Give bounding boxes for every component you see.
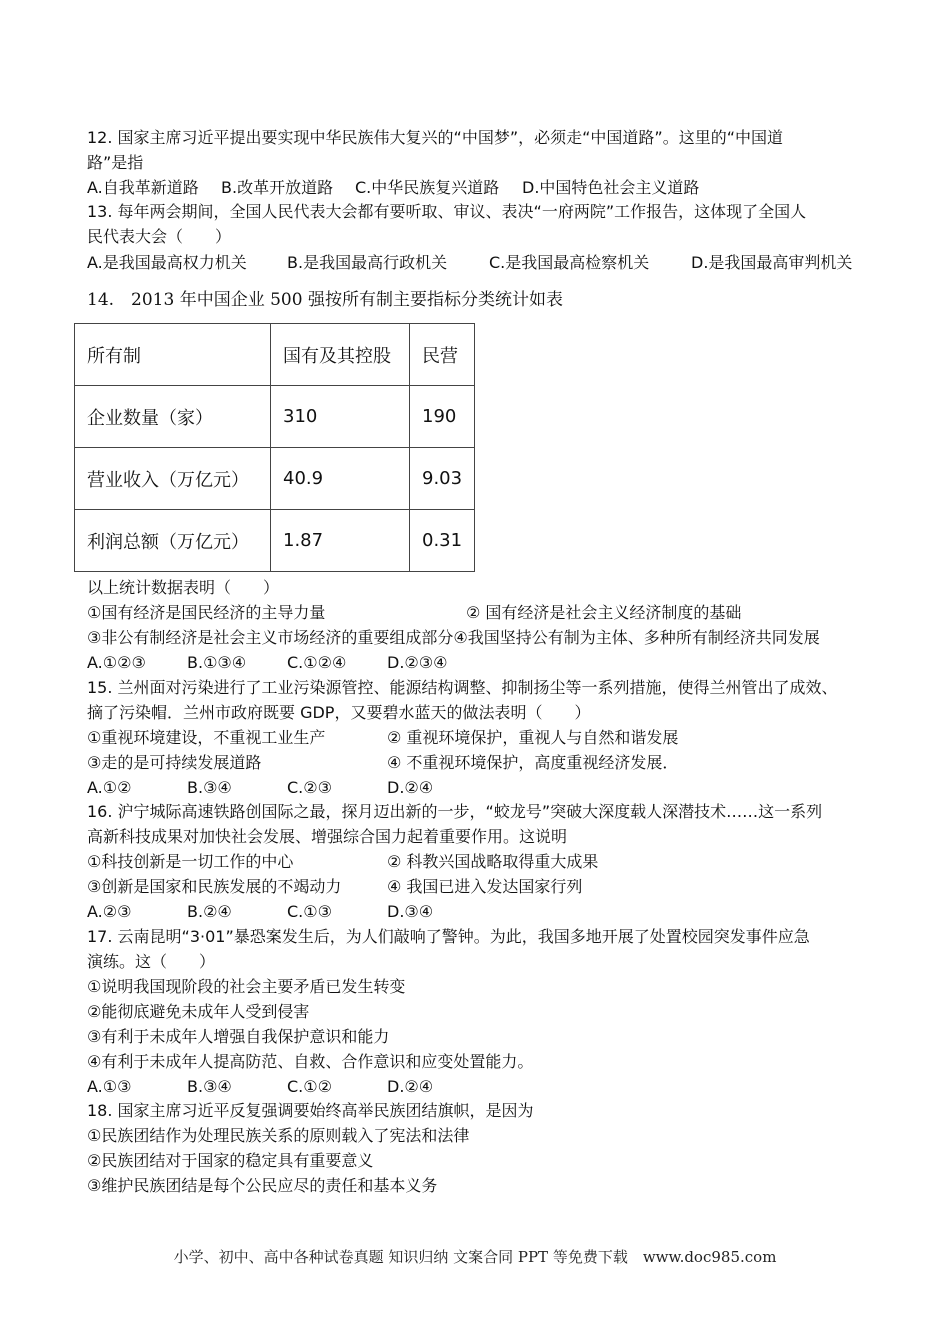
q14-option-b: B.①③④ xyxy=(187,653,247,672)
q13-option-b: B.是我国最高行政机关 xyxy=(287,253,448,272)
q18-stem: 18. 国家主席习近平反复强调要始终高举民族团结旗帜，是因为 xyxy=(87,1101,534,1120)
q17-option-a: A.①③ xyxy=(87,1077,132,1096)
q12-stem-line1: 12. 国家主席习近平提出要实现中华民族伟大复兴的“中国梦”，必须走“中国道路”。这里的“中国道 xyxy=(87,128,783,147)
q14-option-c: C.①②④ xyxy=(287,653,347,672)
table-cell: 营业收入（万亿元） xyxy=(75,448,271,510)
q18-statement-3: ③维护民族团结是每个公民应尽的责任和基本义务 xyxy=(87,1176,438,1195)
q12-option-d: D.中国特色社会主义道路 xyxy=(522,178,700,197)
q13-option-d: D.是我国最高审判机关 xyxy=(691,253,853,272)
ownership-stats-table xyxy=(74,323,475,572)
table-header-cell: 国有及其控股 xyxy=(271,324,410,386)
q12-stem-line2: 路”是指 xyxy=(87,153,144,172)
q16-option-c: C.①③ xyxy=(287,902,332,921)
table-cell: 190 xyxy=(410,386,475,448)
q13-stem-line1: 13. 每年两会期间，全国人民代表大会都有要听取、审议、表决“一府两院”工作报告，这体现了全国人 xyxy=(87,202,807,221)
q14-stem: 以上统计数据表明（ ） xyxy=(87,578,280,597)
q16-stem-line2: 高新科技成果对加快社会发展、增强综合国力起着重要作用。这说明 xyxy=(87,827,568,846)
q15-option-b: B.③④ xyxy=(187,778,232,797)
q14-statement-3-4: ③非公有制经济是社会主义市场经济的重要组成部分④我国坚持公有制为主体、多种所有制经济共同发展 xyxy=(87,628,820,647)
q12-option-a: A.自我革新道路 xyxy=(87,178,199,197)
q14-statement-1: ①国有经济是国民经济的主导力量 xyxy=(87,603,326,622)
q13-stem-line2: 民代表大会（ ） xyxy=(87,227,232,246)
q15-statement-4: ④ 不重视环境保护，高度重视经济发展． xyxy=(387,753,679,772)
table-header-row xyxy=(75,324,475,386)
q15-stem-line1: 15. 兰州面对污染进行了工业污染源管控、能源结构调整、抑制扬尘等一系列措施，使得兰州管出了成效、 xyxy=(87,678,838,697)
q17-stem-line2: 演练。这（ ） xyxy=(87,952,216,971)
q12-option-b: B.改革开放道路 xyxy=(221,178,334,197)
q17-statement-3: ③有利于未成年人增强自我保护意识和能力 xyxy=(87,1027,390,1046)
q13-option-c: C.是我国最高检察机关 xyxy=(489,253,650,272)
table-cell: 40.9 xyxy=(271,448,410,510)
q17-option-c: C.①② xyxy=(287,1077,332,1096)
q15-option-d: D.②④ xyxy=(387,778,434,797)
q12-option-c: C.中华民族复兴道路 xyxy=(355,178,500,197)
table-cell: 企业数量（家） xyxy=(75,386,271,448)
q18-statement-2: ②民族团结对于国家的稳定具有重要意义 xyxy=(87,1151,374,1170)
q16-option-d: D.③④ xyxy=(387,902,434,921)
q13-option-a: A.是我国最高权力机关 xyxy=(87,253,247,272)
table-cell: 9.03 xyxy=(410,448,475,510)
q15-option-a: A.①② xyxy=(87,778,132,797)
table-cell: 310 xyxy=(271,386,410,448)
q16-statement-4: ④ 我国已进入发达国家行列 xyxy=(387,877,583,896)
table-cell: 1.87 xyxy=(271,510,410,572)
q15-stem-line2: 摘了污染帽．兰州市政府既要 GDP，又要碧水蓝天的做法表明（ ） xyxy=(87,703,591,722)
q15-statement-2: ② 重视环境保护，重视人与自然和谐发展 xyxy=(387,728,679,747)
table-row xyxy=(75,510,475,572)
q16-option-b: B.②④ xyxy=(187,902,232,921)
q17-statement-4: ④有利于未成年人提高防范、自救、合作意识和应变处置能力。 xyxy=(87,1052,534,1071)
q16-statement-2: ② 科教兴国战略取得重大成果 xyxy=(387,852,599,871)
table-header-cell: 民营 xyxy=(410,324,475,386)
table-row xyxy=(75,448,475,510)
q17-statement-2: ②能彻底避免未成年人受到侵害 xyxy=(87,1002,310,1021)
q15-option-c: C.②③ xyxy=(287,778,332,797)
q14-option-d: D.②③④ xyxy=(387,653,448,672)
table-cell: 0.31 xyxy=(410,510,475,572)
q14-statement-2: ② 国有经济是社会主义经济制度的基础 xyxy=(466,603,742,622)
q18-statement-1: ①民族团结作为处理民族关系的原则载入了宪法和法律 xyxy=(87,1126,470,1145)
q17-option-b: B.③④ xyxy=(187,1077,232,1096)
page-footer: 小学、初中、高中各种试卷真题 知识归纳 文案合同 PPT 等免费下载 www.doc985.com xyxy=(173,1248,777,1266)
q16-statement-1: ①科技创新是一切工作的中心 xyxy=(87,852,294,871)
q16-statement-3: ③创新是国家和民族发展的不竭动力 xyxy=(87,877,342,896)
q14-title: 14. 2013 年中国企业 500 强按所有制主要指标分类统计如表 xyxy=(87,290,563,310)
q16-option-a: A.②③ xyxy=(87,902,132,921)
q17-stem-line1: 17. 云南昆明“3·01”暴恐案发生后，为人们敲响了警钟。为此，我国多地开展了处置校园突发事件应急 xyxy=(87,927,810,946)
table-cell: 利润总额（万亿元） xyxy=(75,510,271,572)
q15-statement-1: ①重视环境建设，不重视工业生产 xyxy=(87,728,326,747)
q14-option-a: A.①②③ xyxy=(87,653,146,672)
table-header-cell: 所有制 xyxy=(75,324,271,386)
q17-option-d: D.②④ xyxy=(387,1077,434,1096)
table-row xyxy=(75,386,475,448)
q17-statement-1: ①说明我国现阶段的社会主要矛盾已发生转变 xyxy=(87,977,406,996)
q15-statement-3: ③走的是可持续发展道路 xyxy=(87,753,262,772)
q16-stem-line1: 16. 沪宁城际高速铁路创国际之最，探月迈出新的一步，“蛟龙号”突破大深度载人深潜技术……这一系列 xyxy=(87,802,823,821)
